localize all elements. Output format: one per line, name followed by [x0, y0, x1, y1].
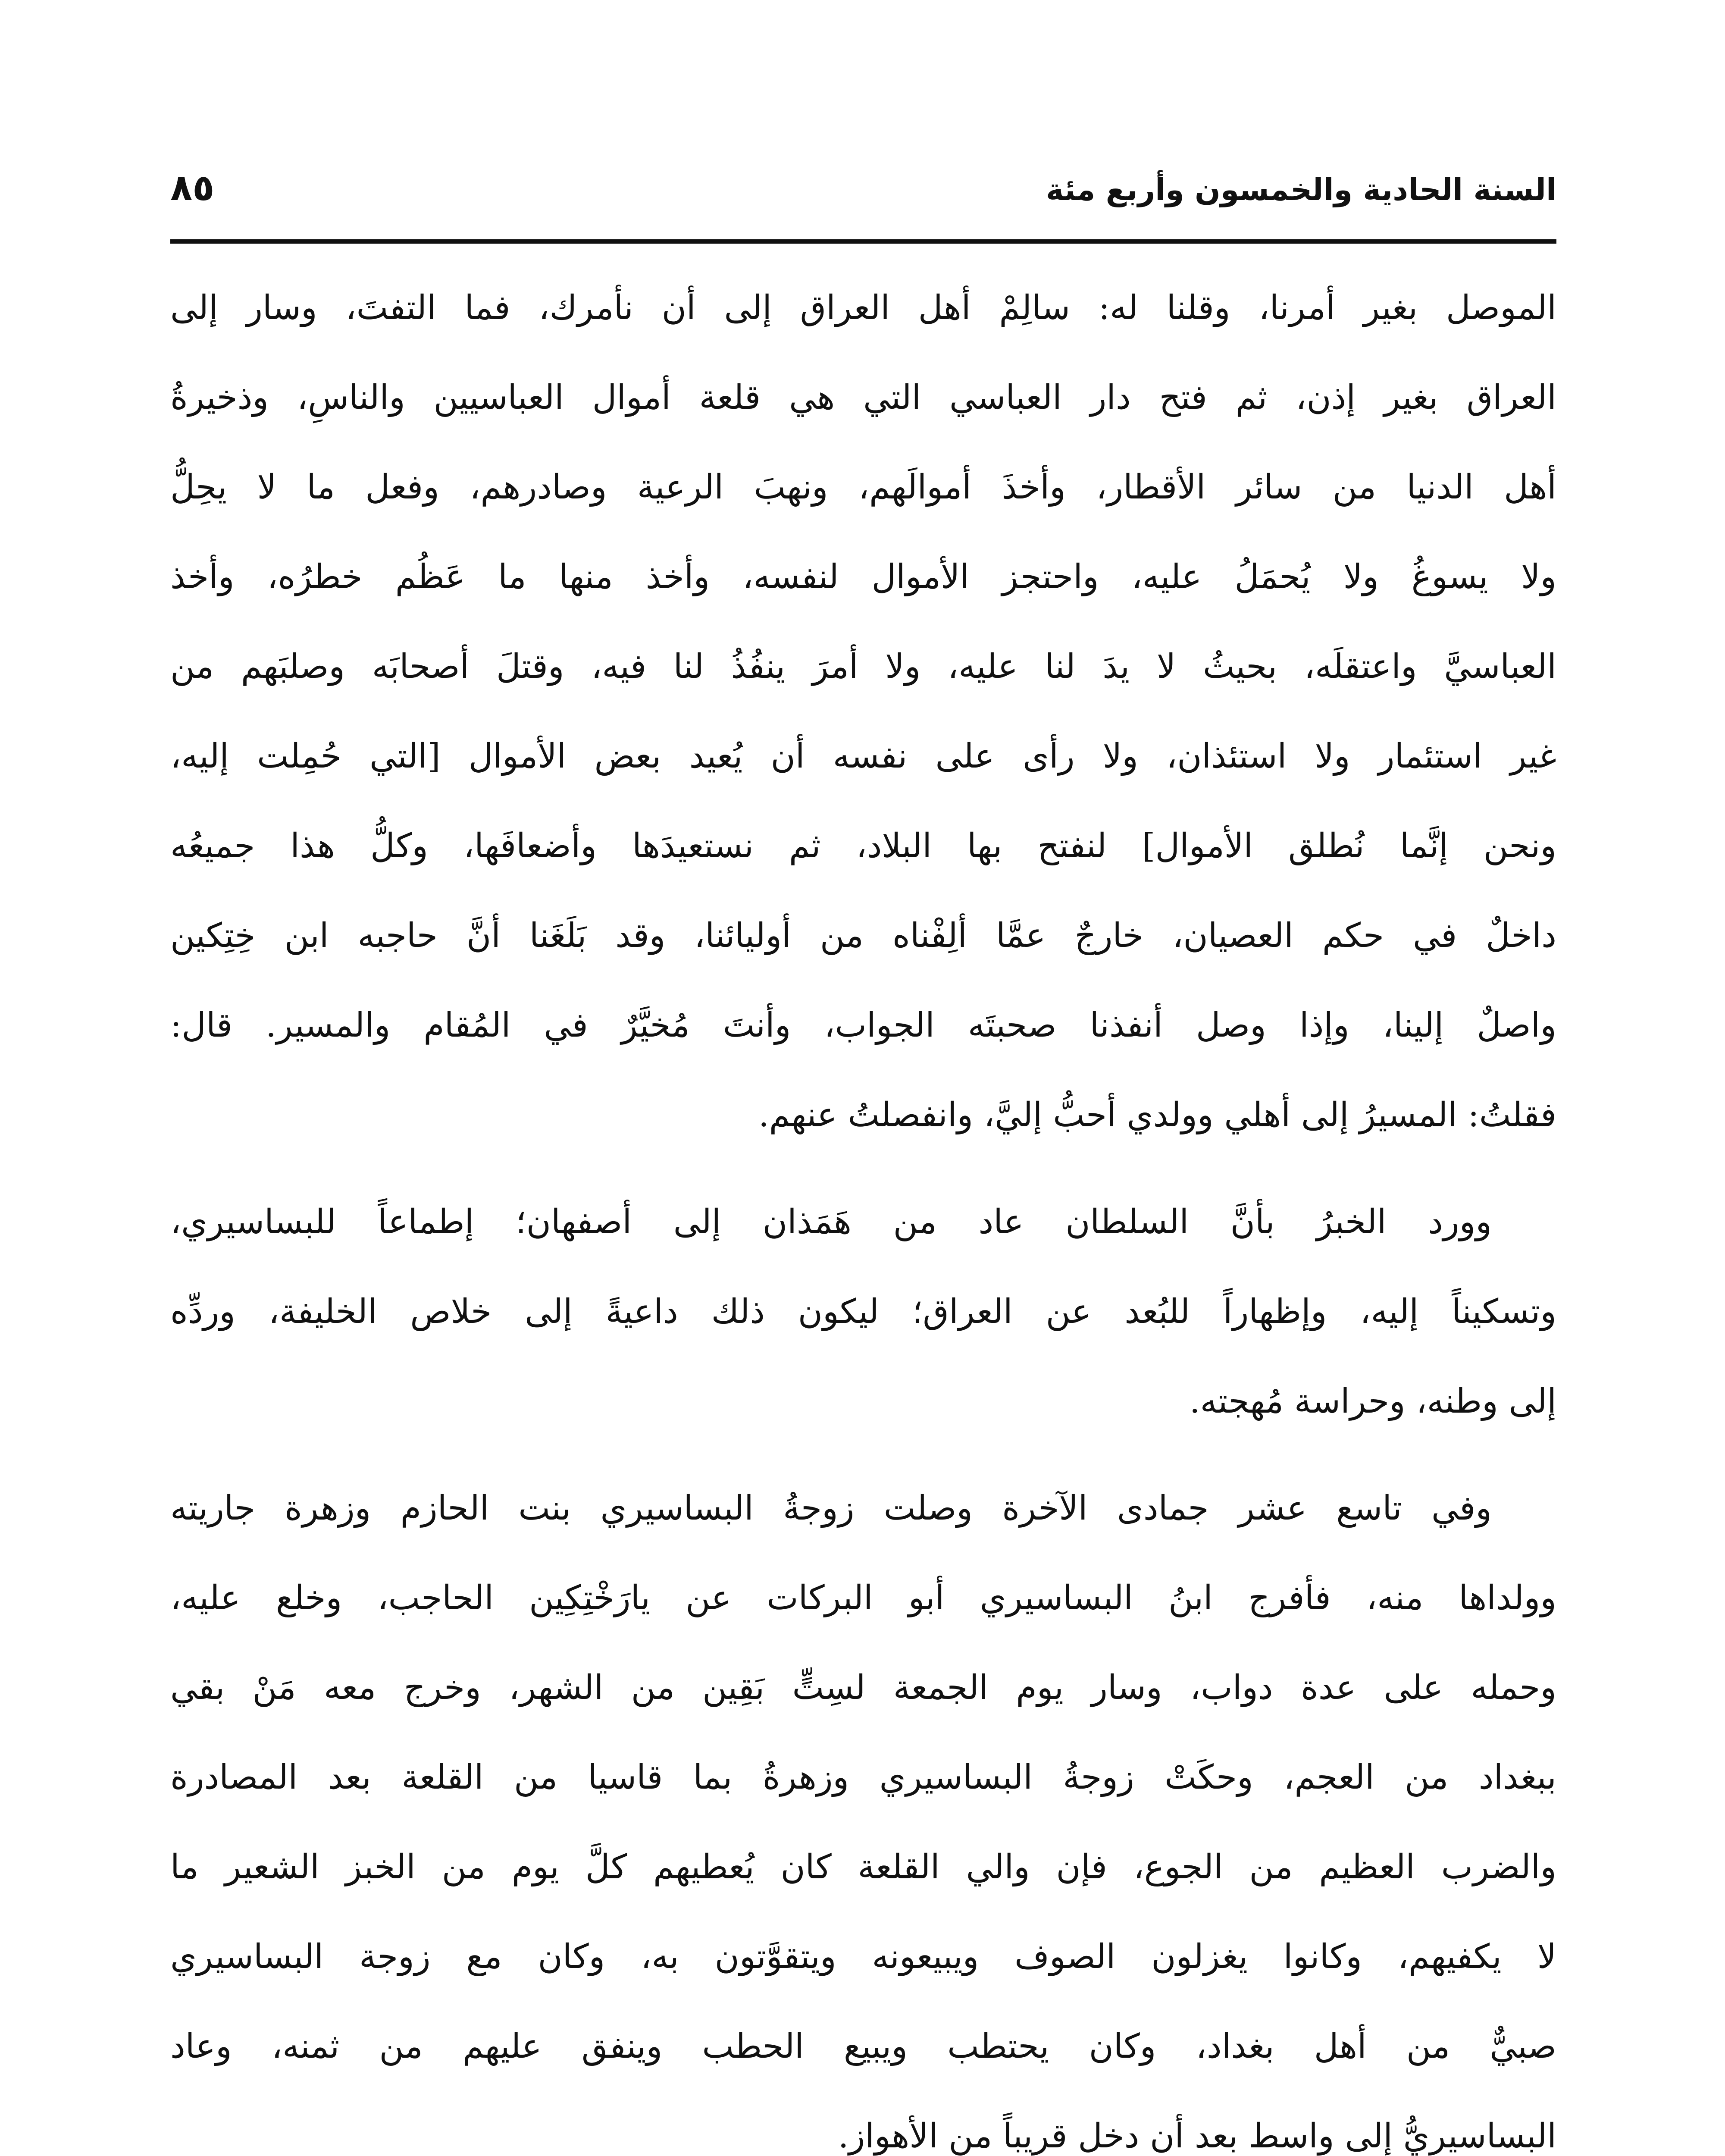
header-divider: [170, 239, 1556, 244]
text-line: والضرب العظيم من الجوع، فإن والي القلعة كان يُعطيهم كلَّ يوم من الخبز الشعير ما: [170, 1848, 1556, 1887]
paragraph-gap: [170, 1446, 1556, 1463]
page-number: ٨٥: [170, 166, 215, 209]
paragraph-gap: [170, 1160, 1556, 1177]
text-line: ببغداد من العجم، وحكَتْ زوجةُ البساسيري وزهرةُ بما قاسيا من القلعة بعد المصادرة: [170, 1758, 1556, 1797]
text-line: ونحن إنَّما نُطلق الأموال] لنفتح بها البلاد، ثم نستعيدَها وأضعافَها، وكلُّ هذا جميعُه: [170, 827, 1556, 865]
text-line: البساسيريُّ إلى واسط بعد أن دخل قريباً من الأهواز.: [838, 2117, 1556, 2156]
text-line: فقلتُ: المسيرُ إلى أهلي وولدي أحبُّ إليَّ، وانفصلتُ عنهم.: [758, 1096, 1556, 1134]
text-line: لا يكفيهم، وكانوا يغزلون الصوف ويبيعونه ويتقوَّتون به، وكان مع زوجة البساسيري: [170, 1937, 1556, 1976]
text-line: وحمله على عدة دواب، وسار يوم الجمعة لسِتٍّ بَقِين من الشهر، وخرج معه مَنْ بقي: [170, 1668, 1556, 1707]
text-line: وتسكيناً إليه، وإظهاراً للبُعد عن العراق؛ ليكون ذلك داعيةً إلى خلاص الخليفة، وردِّه: [170, 1292, 1556, 1331]
paragraph-2: [170, 1177, 1556, 1446]
text-line: غير استئمار ولا استئذان، ولا رأى على نفسه أن يُعيد بعض الأموال [التي حُمِلت إليه،: [170, 737, 1556, 776]
text-line: واصلٌ إلينا، وإذا وصل أنفذنا صحبتَه الجواب، وأنتَ مُخيَّرٌ في المُقام والمسير. قال:: [170, 1006, 1556, 1045]
text-line: صبيٌّ من أهل بغداد، وكان يحتطب ويبيع الحطب وينفق عليهم من ثمنه، وعاد: [170, 2027, 1556, 2066]
text-line: وفي تاسع عشر جمادى الآخرة وصلت زوجةُ البساسيري بنت الحازم وزهرة جاريته: [170, 1489, 1492, 1528]
text-line: العباسيَّ واعتقلَه، بحيثُ لا يدَ لنا عليه، ولا أمرَ ينفُذُ لنا فيه، وقتلَ أصحابَه وصلبَهم من: [170, 647, 1556, 686]
text-line: وورد الخبرُ بأنَّ السلطان عاد من هَمَذان إلى أصفهان؛ إطماعاً للبساسيري،: [170, 1203, 1492, 1241]
paragraph-1: [170, 263, 1556, 1160]
text-line: الموصل بغير أمرنا، وقلنا له: سالِمْ أهل العراق إلى أن نأمرك، فما التفتَ، وسار إلى: [170, 288, 1556, 327]
paragraph-3: [170, 1463, 1556, 2156]
text-line: أهل الدنيا من سائر الأقطار، وأخذَ أموالَهم، ونهبَ الرعية وصادرهم، وفعل ما لا يحِلُّ: [170, 468, 1556, 507]
text-line: ولا يسوغُ ولا يُحمَلُ عليه، واحتجز الأموال لنفسه، وأخذ منها ما عَظُم خطرُه، وأخذ: [170, 558, 1556, 596]
running-header-title: السنة الحادية والخمسون وأربع مئة: [1046, 172, 1556, 207]
text-line: وولداها منه، فأفرج ابنُ البساسيري أبو البركات عن يارَخْتِكِين الحاجب، وخلع عليه،: [170, 1579, 1556, 1617]
body-text: [170, 263, 1556, 2156]
text-line: داخلٌ في حكم العصيان، خارجٌ عمَّا ألِفْناه من أوليائنا، وقد بَلَغَنا أنَّ حاجبه ابن خِتِكين: [170, 916, 1556, 955]
text-line: العراق بغير إذن، ثم فتح دار العباسي التي هي قلعة أموال العباسيين والناسِ، وذخيرةُ: [170, 378, 1556, 417]
text-line: إلى وطنه، وحراسة مُهجته.: [1189, 1382, 1556, 1421]
running-header: [170, 160, 1556, 233]
